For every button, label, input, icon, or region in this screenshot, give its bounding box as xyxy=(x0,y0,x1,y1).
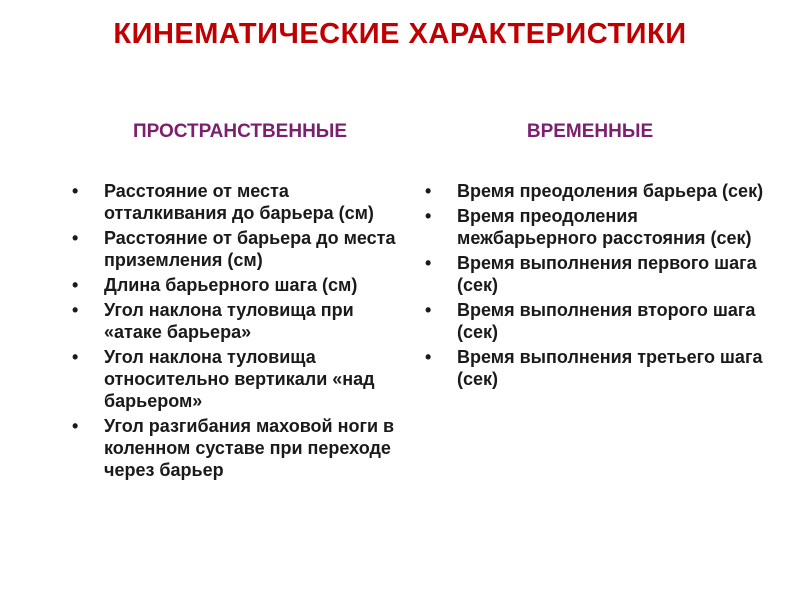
bullet-icon: • xyxy=(72,416,79,436)
list-item-text: Время выполнения третьего шага (сек) xyxy=(457,347,763,389)
bullet-icon: • xyxy=(425,347,432,367)
heading-spatial: ПРОСТРАНСТВЕННЫЕ xyxy=(132,121,348,142)
list-item xyxy=(425,299,775,343)
bullet-icon: • xyxy=(72,347,79,367)
list-item-text: Время преодоления барьера (сек) xyxy=(457,181,764,201)
bullet-icon: • xyxy=(72,300,79,320)
list-item xyxy=(72,346,402,412)
heading-temporal: ВРЕМЕННЫЕ xyxy=(526,121,654,142)
bullet-icon: • xyxy=(425,181,432,201)
list-item xyxy=(425,252,775,296)
list-item xyxy=(72,299,402,343)
slide-title: КИНЕМАТИЧЕСКИЕ ХАРАКТЕРИСТИКИ xyxy=(113,18,687,50)
list-item xyxy=(72,415,402,481)
bullet-icon: • xyxy=(425,206,432,226)
list-item-text: Время преодоления межбарьерного расстояния (сек) xyxy=(457,206,752,248)
list-item xyxy=(425,205,775,249)
list-item xyxy=(72,227,402,271)
list-item-text: Угол наклона туловища относительно вертикали «над барьером» xyxy=(104,347,375,411)
temporal-list xyxy=(425,180,775,393)
bullet-icon: • xyxy=(425,300,432,320)
list-item xyxy=(72,274,402,296)
list-item-text: Расстояние от барьера до места приземления (см) xyxy=(104,228,396,270)
list-item-text: Длина барьерного шага (см) xyxy=(104,275,358,295)
list-item xyxy=(72,180,402,224)
list-item-text: Расстояние от места отталкивания до барьера (см) xyxy=(104,181,374,223)
list-item-text: Угол наклона туловища при «атаке барьера» xyxy=(104,300,354,342)
spatial-list xyxy=(72,180,402,484)
list-item xyxy=(425,346,775,390)
list-item-text: Время выполнения второго шага (сек) xyxy=(457,300,756,342)
list-item xyxy=(425,180,775,202)
bullet-icon: • xyxy=(425,253,432,273)
bullet-icon: • xyxy=(72,181,79,201)
bullet-icon: • xyxy=(72,228,79,248)
list-item-text: Время выполнения первого шага (сек) xyxy=(457,253,757,295)
bullet-icon: • xyxy=(72,275,79,295)
list-item-text: Угол разгибания маховой ноги в коленном суставе при переходе через барьер xyxy=(104,416,395,480)
